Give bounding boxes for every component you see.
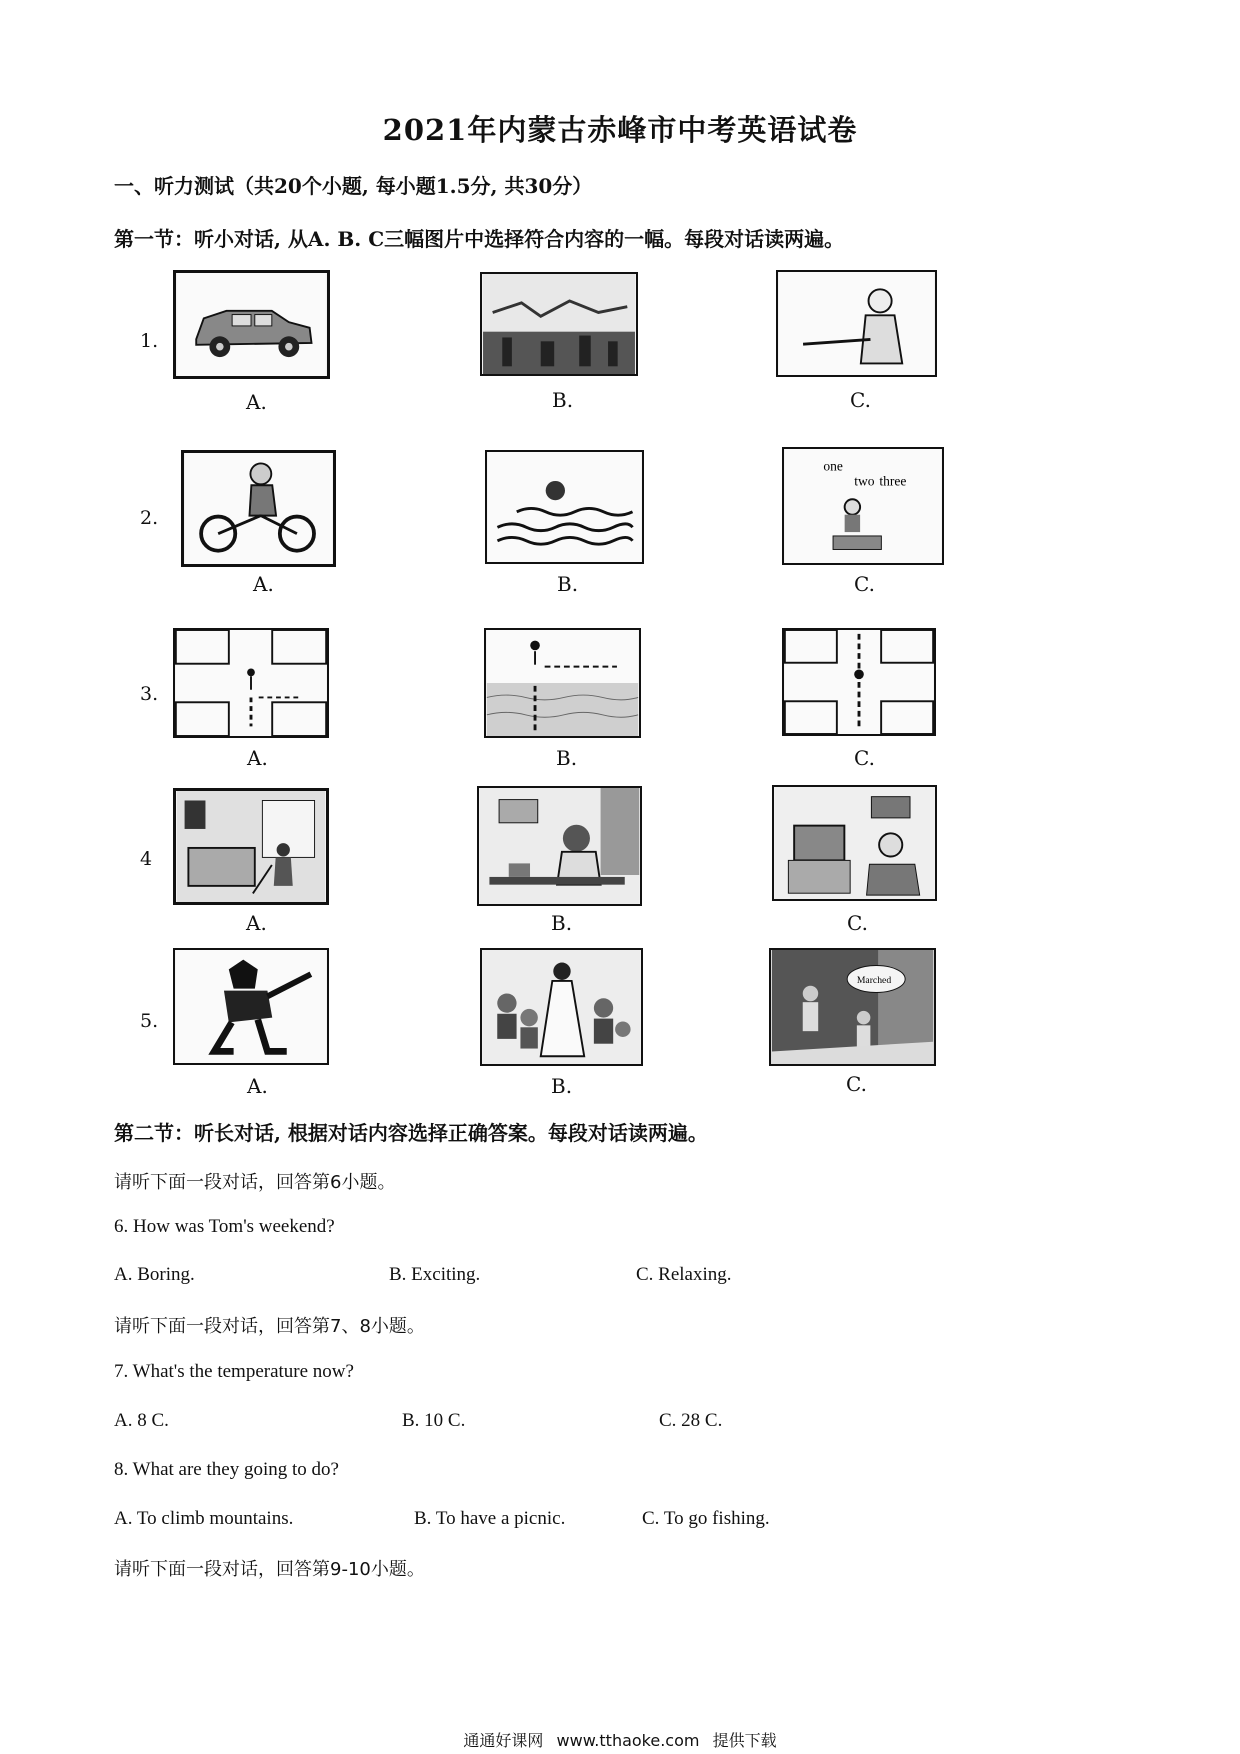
picture-word-three: three bbox=[879, 473, 907, 489]
option-label: C. bbox=[850, 388, 871, 412]
option-label: C. bbox=[846, 1072, 867, 1096]
option-label: A. bbox=[253, 572, 274, 596]
row-number: 2. bbox=[140, 507, 159, 529]
option-label: B. bbox=[551, 911, 573, 935]
answer-option: A. Boring. bbox=[114, 1264, 195, 1285]
picture-word-two: two bbox=[854, 473, 875, 489]
picture-winter-street bbox=[769, 948, 936, 1066]
option-label: C. bbox=[854, 746, 875, 770]
answer-option: B. To have a picnic. bbox=[414, 1508, 566, 1529]
picture-cycling bbox=[181, 450, 336, 567]
option-label: C. bbox=[847, 911, 868, 935]
question-stem: 7. What's the temperature now? bbox=[114, 1361, 354, 1382]
row-number: 4 bbox=[140, 848, 153, 870]
page-footer bbox=[0, 1728, 1240, 1751]
picture-bridge-cross bbox=[484, 628, 641, 738]
exam-title: 2021年内蒙古赤峰市中考英语试卷 bbox=[382, 113, 858, 147]
picture-crossroad-turn bbox=[173, 628, 329, 738]
footer-note: 提供下载 bbox=[712, 1731, 777, 1750]
picture-street-scene bbox=[480, 272, 638, 376]
option-label: C. bbox=[854, 572, 875, 596]
picture-crossroad-straight bbox=[782, 628, 936, 736]
instruction-q9-10: 请听下面一段对话，回答第9-10小题。 bbox=[114, 1559, 425, 1580]
picture-word-one: one bbox=[823, 458, 843, 474]
picture-studying bbox=[477, 786, 642, 906]
instruction-q6: 请听下面一段对话，回答第6小题。 bbox=[114, 1172, 396, 1193]
answer-option: C. To go fishing. bbox=[642, 1508, 770, 1529]
option-label: B. bbox=[551, 1074, 573, 1098]
picture-watching-tv bbox=[772, 785, 937, 901]
section1-heading: 第一节：听小对话, 从A. B. C三幅图片中选择符合内容的一幅。每段对话读两遍。 bbox=[114, 227, 845, 251]
footer-url[interactable]: www.tthaoke.com bbox=[556, 1731, 700, 1750]
answer-option: C. Relaxing. bbox=[636, 1264, 732, 1285]
instruction-q7-8: 请听下面一段对话，回答第7、8小题。 bbox=[114, 1316, 425, 1337]
option-label: B. bbox=[556, 746, 578, 770]
question-stem: 8. What are they going to do? bbox=[114, 1459, 339, 1480]
option-label: B. bbox=[557, 572, 579, 596]
section2-heading: 第二节：听长对话, 根据对话内容选择正确答案。每段对话读两遍。 bbox=[114, 1121, 708, 1145]
picture-cartoon-cat bbox=[173, 948, 329, 1065]
row-number: 3. bbox=[140, 683, 159, 705]
row-number: 5. bbox=[140, 1010, 159, 1032]
option-label: A. bbox=[246, 390, 267, 414]
answer-option: C. 28 C. bbox=[659, 1410, 723, 1431]
picture-chef bbox=[776, 270, 937, 377]
question-stem: 6. How was Tom's weekend? bbox=[114, 1216, 335, 1237]
part1-heading: 一、听力测试（共20个小题, 每小题1.5分, 共30分） bbox=[114, 174, 593, 198]
footer-site: 通通好课网 bbox=[463, 1731, 544, 1750]
picture-swimming bbox=[485, 450, 644, 564]
answer-option: B. Exciting. bbox=[389, 1264, 481, 1285]
speech-bubble-text: Marched bbox=[856, 974, 892, 986]
picture-car bbox=[173, 270, 330, 379]
picture-counting bbox=[782, 447, 944, 565]
row-number: 1. bbox=[140, 330, 159, 352]
picture-cleaning-room bbox=[173, 788, 329, 905]
picture-snow-white bbox=[480, 948, 643, 1066]
option-label: A. bbox=[246, 911, 267, 935]
answer-option: B. 10 C. bbox=[402, 1410, 466, 1431]
option-label: B. bbox=[552, 388, 574, 412]
option-label: A. bbox=[247, 1074, 268, 1098]
option-label: A. bbox=[247, 746, 268, 770]
answer-option: A. To climb mountains. bbox=[114, 1508, 294, 1529]
answer-option: A. 8 C. bbox=[114, 1410, 169, 1431]
